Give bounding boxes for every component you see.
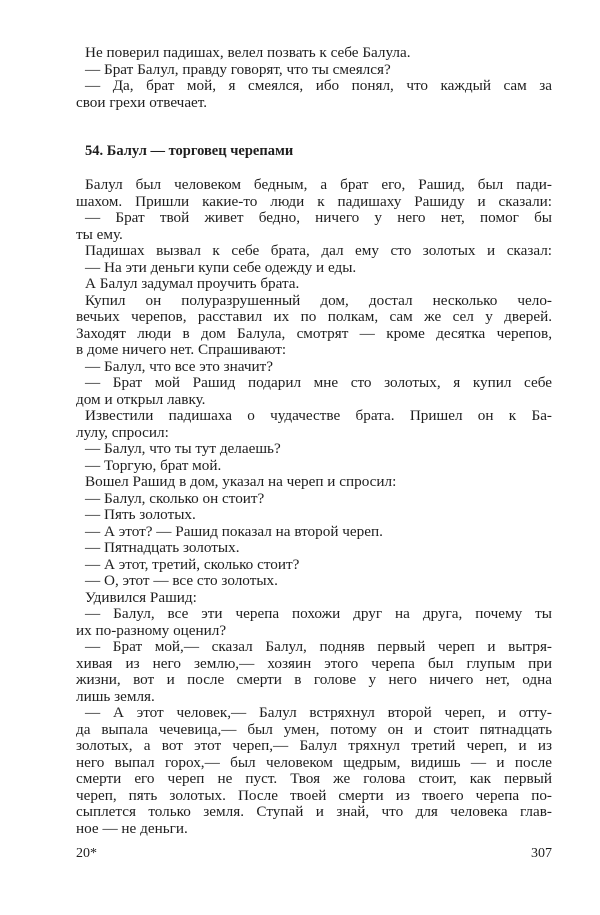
text-line: ты ему. (76, 225, 123, 243)
text-line: Купил он полуразрушенный дом, достал несколько чело- (85, 291, 552, 309)
story-body (76, 177, 552, 837)
text-line: Не поверил падишах, велел позвать к себе Балула. (85, 44, 411, 61)
text-line: А Балул задумал проучить брата. (85, 275, 300, 292)
text-line: — Балул, все эти черепа похожи друг на друга, почему ты (85, 605, 552, 622)
page-footer (76, 846, 552, 862)
text-line: — Брат твой живет бедно, ничего у него нет, помог бы (85, 209, 552, 226)
text-line: жизни, вот и после смерти в голове у него ничего нет, одна (76, 671, 552, 688)
text-line: лулу, спросил: (76, 423, 169, 441)
text-line: Заходят люди в дом Балула, смотрят — кроме десятка черепов, (76, 324, 552, 342)
signature-mark: 20* (76, 846, 97, 861)
text-line: череп, пять золотых. После твоей смерти из твоего черепа по- (76, 786, 552, 804)
text-line: сыплется только земля. Ступай и знай, что для человека глав- (76, 803, 552, 820)
text-line: вечьих черепов, расставил их по полкам, сам же сел у дверей. (76, 308, 552, 325)
text-line: — А этот человек,— Балул встряхнул второй череп, и отту- (85, 704, 552, 721)
text-line: — Пять золотых. (85, 506, 196, 523)
text-line: — Торгую, брат мой. (85, 456, 222, 474)
text-line: — Пятнадцать золотых. (85, 539, 240, 556)
text-line: лишь земля. (76, 687, 155, 705)
story-heading: 54. Балул — торговец черепами (85, 143, 294, 159)
text-line: — На эти деньги купи себе одежду и еды. (85, 258, 357, 276)
text-line: свои грехи отвечает. (76, 93, 208, 111)
text-line: него выпал горох,— был человеком щедрым, видишь — и после (76, 753, 552, 771)
text-line: Известили падишаха о чудачестве брата. Пришел он к Ба- (85, 407, 552, 424)
text-line: — А этот, третий, сколько стоит? (85, 555, 300, 573)
text-line: — О, этот — все сто золотых. (85, 572, 278, 589)
text-line: — Балул, что все это значит? (85, 357, 274, 375)
text-line: в доме ничего нет. Спрашивают: (76, 341, 287, 358)
text-line: — А этот? — Рашид показал на второй череп. (85, 522, 383, 540)
text-line: ное — не деньги. (76, 819, 188, 837)
text-line: — Балул, сколько он стоит? (85, 489, 265, 507)
text-line: Вошел Рашид в дом, указал на череп и спросил: (85, 473, 397, 490)
text-line: Удивился Рашид: (85, 588, 197, 606)
text-line: — Балул, что ты тут делаешь? (85, 440, 281, 457)
text-line: дом и открыл лавку. (76, 390, 206, 408)
text-line: да выпала чечевица,— был умен, потому он и стоит пятнадцать (76, 720, 552, 738)
text-line: шахом. Пришли какие-то люди к падишаху Рашиду и сказали: (76, 192, 552, 210)
text-line: — Брат Балул, правду говорят, что ты смеялся? (85, 60, 391, 78)
text-line: — Брат мой Рашид подарил мне сто золотых, я купил себе (85, 374, 552, 391)
text-line: золотых, а вот этот череп,— Балул тряхнул третий череп, и из (76, 737, 552, 754)
text-line: смерти его череп не пуст. Твоя же голова стоит, как первый (76, 770, 552, 787)
page-number: 307 (531, 846, 552, 861)
text-line: — Да, брат мой, я смеялся, ибо понял, что каждый сам за (85, 77, 552, 94)
previous-story-ending (76, 45, 552, 111)
text-line: Балул был человеком бедным, а брат его, Рашид, был пади- (85, 176, 552, 193)
text-line: хивая из него землю,— хозяин этого черепа был глупым при (76, 654, 552, 672)
text-line: — Брат мой,— сказал Балул, подняв первый череп и вытря- (85, 638, 552, 655)
text-line: их по-разному оценил? (76, 621, 227, 639)
text-line: Падишах вызвал к себе брата, дал ему сто золотых и сказал: (85, 242, 552, 259)
